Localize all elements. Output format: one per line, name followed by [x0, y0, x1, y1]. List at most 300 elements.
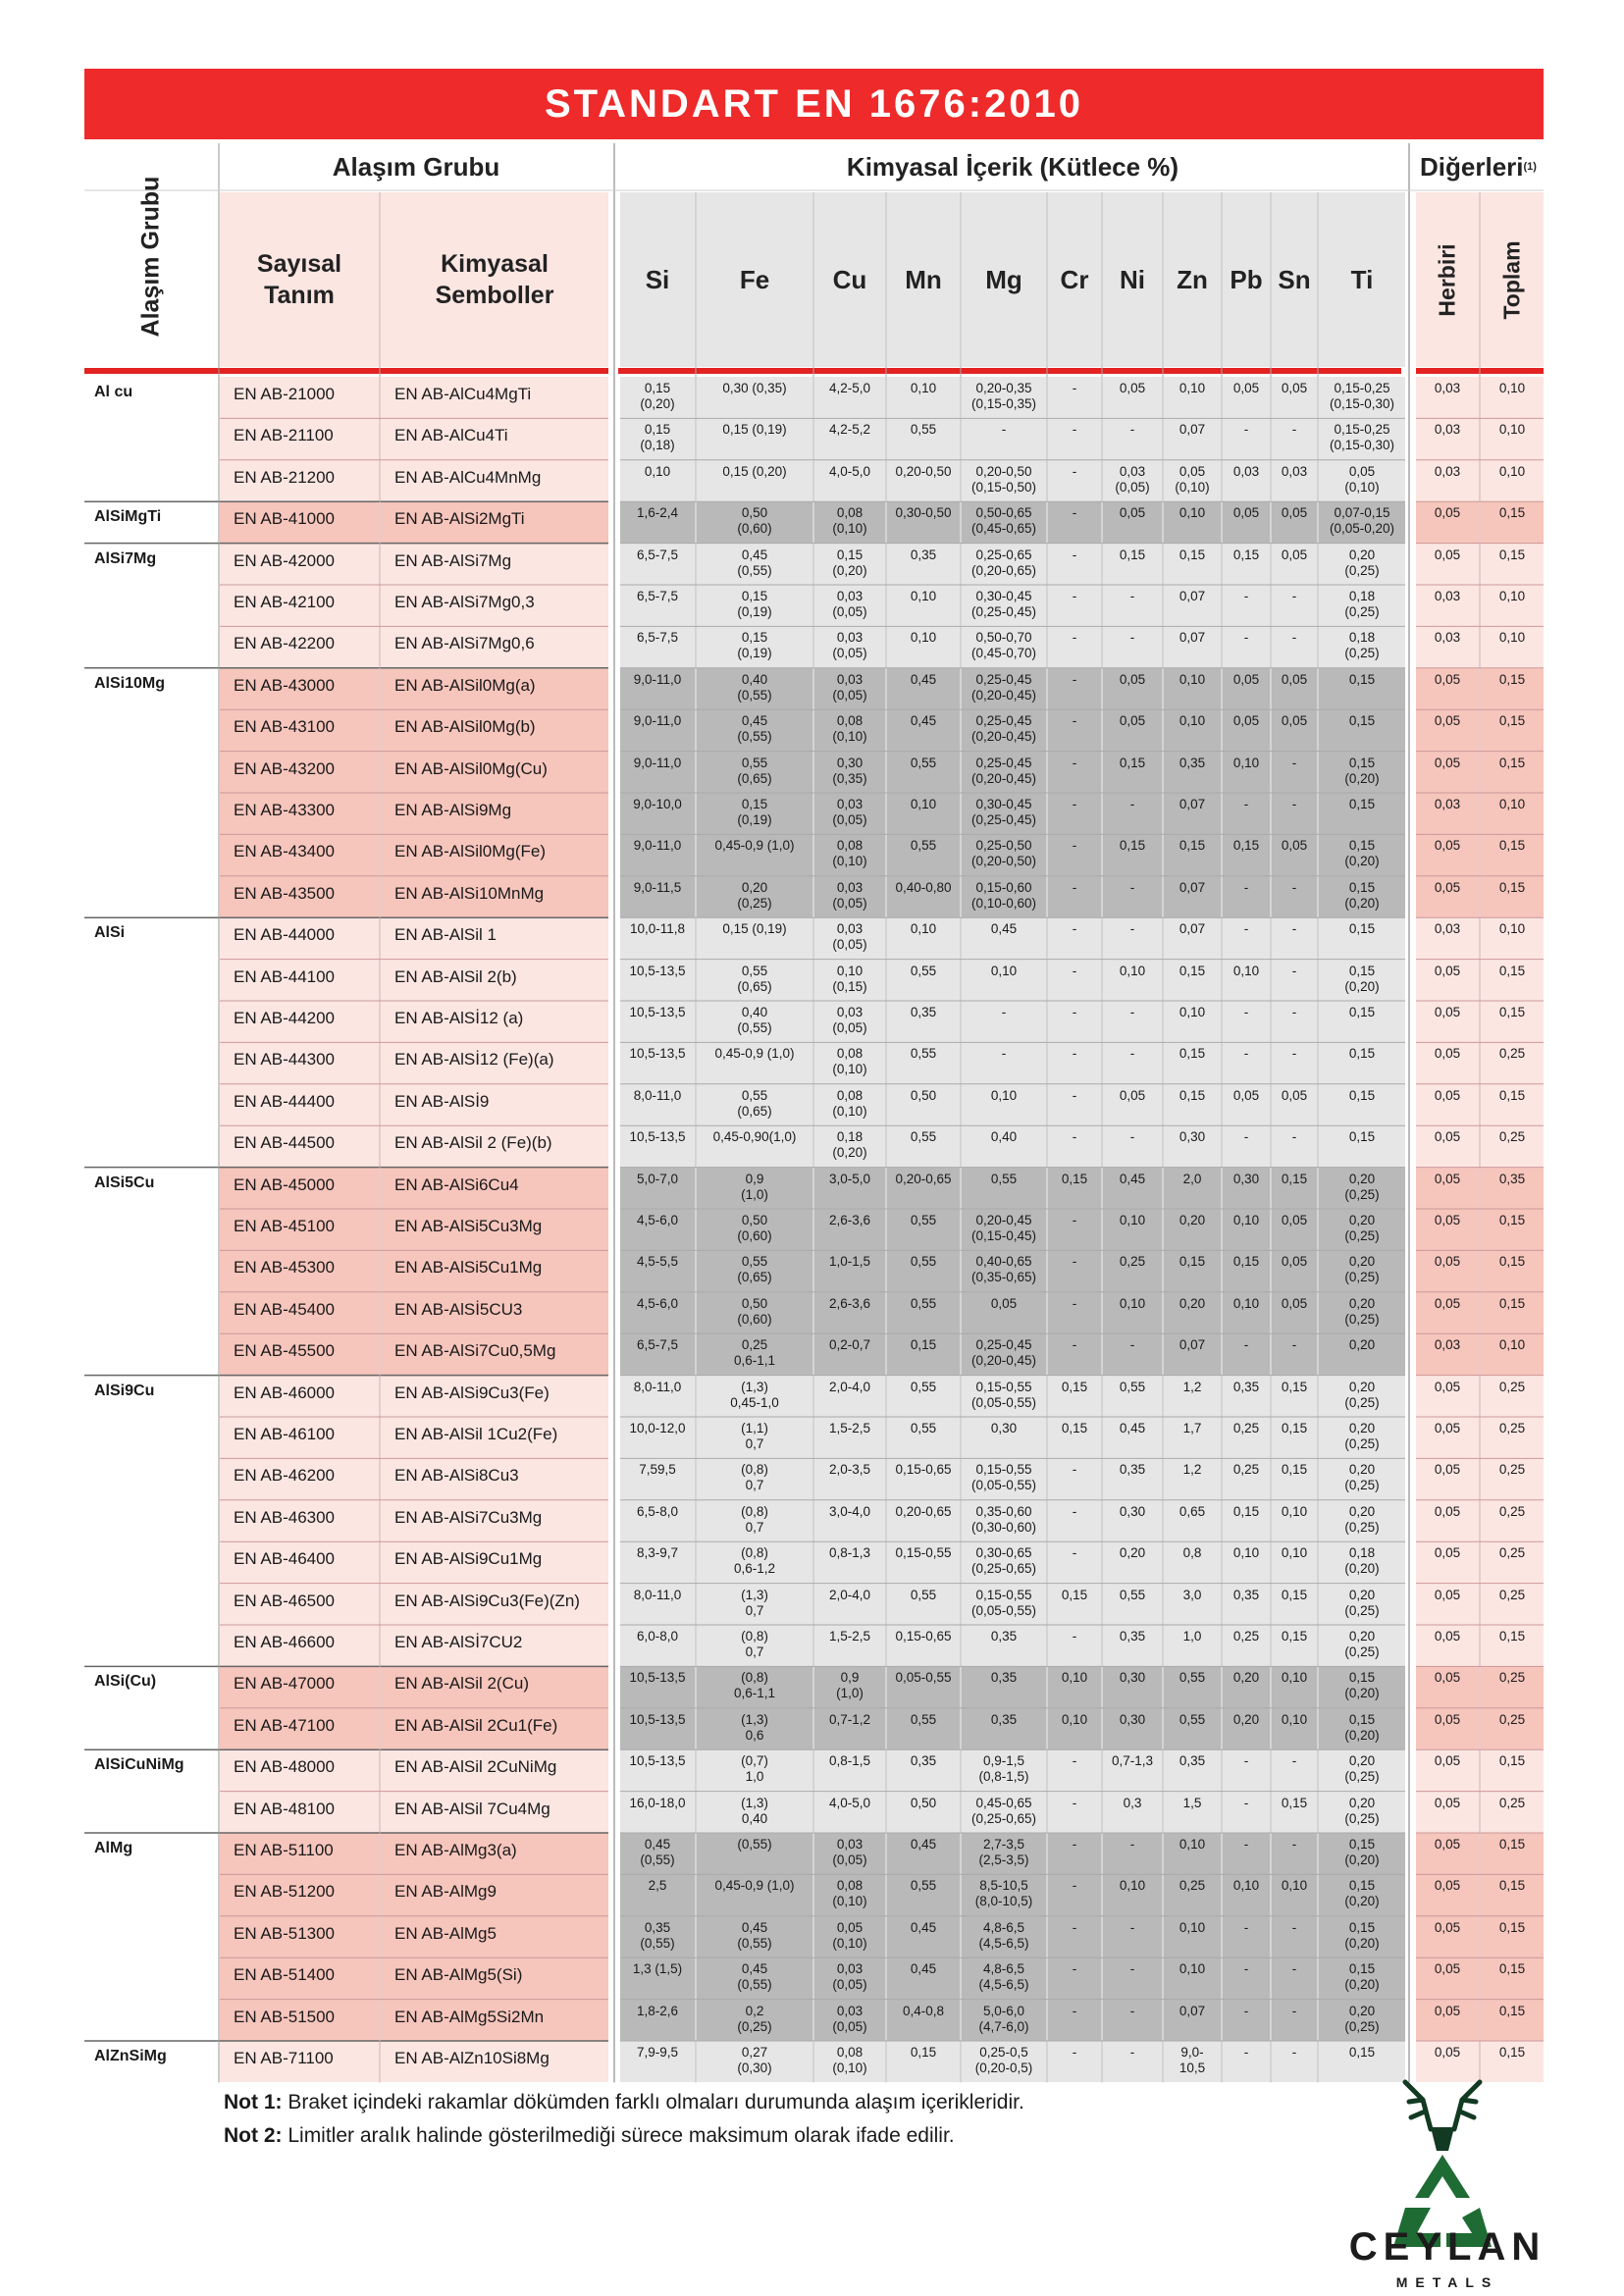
each-value: 0,05 [1416, 960, 1479, 1001]
element-value-zn: 1,0 [1164, 1625, 1221, 1666]
total-value: 0,15 [1481, 668, 1544, 709]
element-value-fe: 0,50 (0,60) [697, 1292, 812, 1333]
element-value-cr: - [1048, 1957, 1101, 1999]
element-value-ti: 0,15-0,25 (0,15-0,30) [1319, 418, 1405, 459]
element-value-fe: 0,15 (0,19) [697, 917, 812, 959]
element-value-ti: 0,20 (0,25) [1319, 1458, 1405, 1499]
element-value-cu: 2,0-4,0 [814, 1584, 885, 1625]
alloy-group-label: AlSi9Cu [94, 1382, 155, 1399]
element-value-sn: 0,05 [1272, 1209, 1317, 1250]
header-element-si: Si [620, 192, 695, 367]
element-value-zn: 1,2 [1164, 1376, 1221, 1417]
total-value: 0,15 [1481, 2041, 1544, 2082]
element-value-si: 10,5-13,5 [620, 1749, 695, 1791]
element-value-pb: 0,15 [1223, 1250, 1270, 1291]
total-value: 0,15 [1481, 1625, 1544, 1666]
header-element-mn: Mn [887, 192, 960, 367]
each-value: 0,05 [1416, 876, 1479, 917]
element-value-sn: - [1272, 793, 1317, 834]
element-value-zn: 0,10 [1164, 1833, 1221, 1874]
header-element-sn: Sn [1272, 192, 1317, 367]
element-value-ni: 0,03 (0,05) [1103, 460, 1162, 501]
element-value-zn: 0,15 [1164, 1250, 1221, 1291]
chemical-symbol: EN AB-AlSil 2(Cu) [381, 1666, 608, 1707]
brand-subtitle: METALS [1395, 2274, 1499, 2290]
element-value-cr: - [1048, 876, 1101, 917]
element-value-sn: - [1272, 1749, 1317, 1791]
element-value-ti: 0,07-0,15 (0,05-0,20) [1319, 501, 1405, 543]
header-element-mg: Mg [962, 192, 1046, 367]
element-value-ni: 0,05 [1103, 709, 1162, 751]
element-value-mg: 0,25-0,45 (0,20-0,45) [962, 709, 1046, 751]
element-value-fe: 0,45-0,9 (1,0) [697, 1042, 812, 1083]
element-value-mn: 0,35 [887, 1001, 960, 1042]
element-value-sn: 0,05 [1272, 377, 1317, 418]
element-value-sn: - [1272, 1333, 1317, 1375]
element-value-si: 9,0-11,0 [620, 834, 695, 875]
element-value-cr: - [1048, 793, 1101, 834]
element-value-mn: 0,40-0,80 [887, 876, 960, 917]
element-value-cu: 2,6-3,6 [814, 1209, 885, 1250]
element-value-cr: - [1048, 1916, 1101, 1957]
element-value-ni: 0,10 [1103, 960, 1162, 1001]
element-value-cr: - [1048, 1541, 1101, 1583]
element-value-cu: 0,08 (0,10) [814, 1084, 885, 1125]
element-value-zn: 0,10 [1164, 1957, 1221, 1999]
element-value-si: 4,5-6,0 [620, 1292, 695, 1333]
element-value-mn: 0,45 [887, 1957, 960, 1999]
element-value-mg: 0,25-0,5 (0,20-0,5) [962, 2041, 1046, 2082]
element-value-mn: 0,10 [887, 377, 960, 418]
numeric-designation: EN AB-44100 [220, 960, 379, 1001]
total-value: 0,15 [1481, 960, 1544, 1001]
element-value-sn: 0,15 [1272, 1376, 1317, 1417]
element-value-pb: - [1223, 917, 1270, 959]
element-value-si: 4,5-6,0 [620, 1209, 695, 1250]
element-value-fe: 0,20 (0,25) [697, 876, 812, 917]
element-value-ti: 0,20 (0,25) [1319, 1417, 1405, 1458]
each-value: 0,05 [1416, 1916, 1479, 1957]
element-value-pb: - [1223, 2000, 1270, 2041]
element-value-pb: 0,10 [1223, 1874, 1270, 1915]
element-value-sn: 0,10 [1272, 1500, 1317, 1541]
element-value-cu: 4,0-5,0 [814, 1792, 885, 1833]
numeric-designation: EN AB-44000 [220, 917, 379, 959]
element-value-ti: 0,20 (0,25) [1319, 2000, 1405, 2041]
each-value: 0,05 [1416, 1957, 1479, 1999]
element-value-cr: - [1048, 1125, 1101, 1167]
element-value-pb: 0,20 [1223, 1708, 1270, 1749]
each-value: 0,05 [1416, 834, 1479, 875]
element-value-ni: - [1103, 1333, 1162, 1375]
element-value-sn: 0,05 [1272, 834, 1317, 875]
each-value: 0,05 [1416, 1209, 1479, 1250]
element-value-cr: - [1048, 2000, 1101, 2041]
chemical-symbol: EN AB-AlSi2MgTi [381, 501, 608, 543]
element-value-cu: 0,08 (0,10) [814, 1042, 885, 1083]
element-value-mn: 0,55 [887, 1584, 960, 1625]
element-value-mg: 0,30-0,45 (0,25-0,45) [962, 793, 1046, 834]
element-value-zn: 0,07 [1164, 2000, 1221, 2041]
element-value-fe: 0,2 (0,25) [697, 2000, 812, 2041]
numeric-designation: EN AB-43100 [220, 709, 379, 751]
element-value-sn: - [1272, 960, 1317, 1001]
element-value-sn: - [1272, 2000, 1317, 2041]
total-value: 0,15 [1481, 752, 1544, 793]
total-value: 0,15 [1481, 1292, 1544, 1333]
element-value-mg: 0,20-0,45 (0,15-0,45) [962, 1209, 1046, 1250]
element-value-si: 10,5-13,5 [620, 1708, 695, 1749]
element-value-cu: 0,9 (1,0) [814, 1666, 885, 1707]
chemical-symbol: EN AB-AlSil0Mg(Fe) [381, 834, 608, 875]
element-value-cu: 0,15 (0,20) [814, 544, 885, 585]
element-value-fe: (1,3) 0,40 [697, 1792, 812, 1833]
element-value-cu: 0,2-0,7 [814, 1333, 885, 1375]
each-value: 0,05 [1416, 501, 1479, 543]
header-element-cr: Cr [1048, 192, 1101, 367]
element-value-sn: 0,05 [1272, 501, 1317, 543]
chemical-symbol: EN AB-AlSil 1 [381, 917, 608, 959]
element-value-mn: 0,55 [887, 1042, 960, 1083]
header-toplam: Toplam [1481, 192, 1544, 367]
element-value-ni: - [1103, 626, 1162, 667]
element-value-mn: 0,10 [887, 585, 960, 626]
element-value-pb: 0,35 [1223, 1584, 1270, 1625]
element-value-pb: - [1223, 1833, 1270, 1874]
element-value-cr: - [1048, 418, 1101, 459]
element-value-ni: - [1103, 2041, 1162, 2082]
element-value-si: 10,0-12,0 [620, 1417, 695, 1458]
element-value-ti: 0,20 (0,25) [1319, 1250, 1405, 1291]
element-value-sn: 0,05 [1272, 1250, 1317, 1291]
chemical-symbol: EN AB-AlSİ9 [381, 1084, 608, 1125]
element-value-cu: 0,08 (0,10) [814, 501, 885, 543]
element-value-pb: 0,15 [1223, 544, 1270, 585]
element-value-pb: 0,05 [1223, 1084, 1270, 1125]
element-value-si: 8,0-11,0 [620, 1584, 695, 1625]
element-value-mn: 0,55 [887, 1376, 960, 1417]
element-value-pb: - [1223, 1749, 1270, 1791]
total-value: 0,15 [1481, 2000, 1544, 2041]
element-value-zn: 0,10 [1164, 377, 1221, 418]
element-value-ti: 0,15 (0,20) [1319, 1708, 1405, 1749]
element-value-zn: 0,8 [1164, 1541, 1221, 1583]
total-value: 0,25 [1481, 1541, 1544, 1583]
element-value-sn: 0,03 [1272, 460, 1317, 501]
element-value-ni: 0,15 [1103, 834, 1162, 875]
element-value-mg: - [962, 1042, 1046, 1083]
element-value-cr: - [1048, 1042, 1101, 1083]
element-value-zn: 0,07 [1164, 418, 1221, 459]
header-element-ni: Ni [1103, 192, 1162, 367]
element-value-fe: 0,55 (0,65) [697, 960, 812, 1001]
element-value-mg: 0,55 [962, 1168, 1046, 1209]
element-value-si: 10,5-13,5 [620, 1001, 695, 1042]
element-value-cu: 0,03 (0,05) [814, 917, 885, 959]
element-value-mg: 0,40 [962, 1125, 1046, 1167]
numeric-designation: EN AB-48100 [220, 1792, 379, 1833]
element-value-sn: - [1272, 418, 1317, 459]
total-value: 0,25 [1481, 1584, 1544, 1625]
chemical-symbol: EN AB-AlMg5Si2Mn [381, 2000, 608, 2041]
element-value-cr: - [1048, 1625, 1101, 1666]
element-value-cr: - [1048, 1792, 1101, 1833]
each-value: 0,03 [1416, 1333, 1479, 1375]
element-value-si: 6,5-7,5 [620, 626, 695, 667]
element-value-fe: 0,50 (0,60) [697, 501, 812, 543]
element-value-si: 10,5-13,5 [620, 1125, 695, 1167]
element-value-cu: 0,7-1,2 [814, 1708, 885, 1749]
each-value: 0,05 [1416, 1001, 1479, 1042]
element-value-cr: - [1048, 1209, 1101, 1250]
total-value: 0,10 [1481, 377, 1544, 418]
element-value-mg: 0,50-0,70 (0,45-0,70) [962, 626, 1046, 667]
chemical-symbol: EN AB-AlSi5Cu3Mg [381, 1209, 608, 1250]
element-value-mg: 0,15-0,55 (0,05-0,55) [962, 1584, 1046, 1625]
chemical-symbol: EN AB-AlSi9Cu1Mg [381, 1541, 608, 1583]
total-value: 0,25 [1481, 1792, 1544, 1833]
total-value: 0,15 [1481, 834, 1544, 875]
element-value-cu: 0,03 (0,05) [814, 876, 885, 917]
total-value: 0,35 [1481, 1168, 1544, 1209]
element-value-ti: 0,20 (0,25) [1319, 544, 1405, 585]
element-value-cu: 0,18 (0,20) [814, 1125, 885, 1167]
element-value-ti: 0,15 [1319, 1125, 1405, 1167]
element-value-mg: 0,50-0,65 (0,45-0,65) [962, 501, 1046, 543]
each-value: 0,05 [1416, 1666, 1479, 1707]
element-value-ni: - [1103, 1833, 1162, 1874]
element-value-cr: - [1048, 834, 1101, 875]
alloy-group-label: AlMg [94, 1840, 133, 1856]
element-value-si: 4,5-5,5 [620, 1250, 695, 1291]
header-herbiri: Herbiri [1416, 192, 1479, 367]
element-value-sn: - [1272, 1916, 1317, 1957]
numeric-designation: EN AB-43400 [220, 834, 379, 875]
element-value-si: 5,0-7,0 [620, 1168, 695, 1209]
element-value-cr: - [1048, 585, 1101, 626]
total-value: 0,15 [1481, 709, 1544, 751]
numeric-designation: EN AB-21000 [220, 377, 379, 418]
element-value-si: 10,0-11,8 [620, 917, 695, 959]
each-value: 0,03 [1416, 418, 1479, 459]
chemical-symbol: EN AB-AlSİ5CU3 [381, 1292, 608, 1333]
element-value-sn: 0,15 [1272, 1458, 1317, 1499]
total-value: 0,25 [1481, 1417, 1544, 1458]
each-value: 0,05 [1416, 1541, 1479, 1583]
numeric-designation: EN AB-43500 [220, 876, 379, 917]
element-value-zn: 0,07 [1164, 585, 1221, 626]
element-value-fe: (0,8) 0,6-1,2 [697, 1541, 812, 1583]
header-kimyasal-icerik: Kimyasal İçerik (Kütlece %) [846, 151, 1179, 182]
element-value-mn: 0,30-0,50 [887, 501, 960, 543]
element-value-si: 9,0-11,0 [620, 668, 695, 709]
element-value-cu: 0,8-1,3 [814, 1541, 885, 1583]
numeric-designation: EN AB-46100 [220, 1417, 379, 1458]
total-value: 0,15 [1481, 1001, 1544, 1042]
element-value-pb: 0,05 [1223, 709, 1270, 751]
element-value-fe: 0,25 0,6-1,1 [697, 1333, 812, 1375]
element-value-zn: 9,0- 10,5 [1164, 2041, 1221, 2082]
element-value-mg: 4,8-6,5 (4,5-6,5) [962, 1957, 1046, 1999]
element-value-si: 2,5 [620, 1874, 695, 1915]
element-value-cr: - [1048, 960, 1101, 1001]
element-value-ni: - [1103, 793, 1162, 834]
chemical-symbol: EN AB-AlCu4MgTi [381, 377, 608, 418]
element-value-zn: 0,05 (0,10) [1164, 460, 1221, 501]
element-value-cu: 0,03 (0,05) [814, 585, 885, 626]
element-value-si: 10,5-13,5 [620, 1042, 695, 1083]
element-value-mg: - [962, 418, 1046, 459]
element-value-mg: - [962, 1001, 1046, 1042]
element-value-sn: - [1272, 1001, 1317, 1042]
total-value: 0,25 [1481, 1458, 1544, 1499]
element-value-pb: 0,10 [1223, 1541, 1270, 1583]
total-value: 0,25 [1481, 1708, 1544, 1749]
element-value-mg: 0,35-0,60 (0,30-0,60) [962, 1500, 1046, 1541]
element-value-mg: 0,05 [962, 1292, 1046, 1333]
element-value-cr: 0,15 [1048, 1417, 1101, 1458]
element-value-mg: 0,45-0,65 (0,25-0,65) [962, 1792, 1046, 1833]
each-value: 0,05 [1416, 1749, 1479, 1791]
numeric-designation: EN AB-42000 [220, 544, 379, 585]
element-value-ni: 0,55 [1103, 1376, 1162, 1417]
chemical-symbol: EN AB-AlSil0Mg(a) [381, 668, 608, 709]
element-value-pb: 0,05 [1223, 501, 1270, 543]
each-value: 0,05 [1416, 1125, 1479, 1167]
element-value-cu: 2,6-3,6 [814, 1292, 885, 1333]
numeric-designation: EN AB-42100 [220, 585, 379, 626]
numeric-designation: EN AB-51200 [220, 1874, 379, 1915]
each-value: 0,05 [1416, 1458, 1479, 1499]
element-value-mn: 0,05-0,55 [887, 1666, 960, 1707]
element-value-ti: 0,15 (0,20) [1319, 1874, 1405, 1915]
element-value-si: 0,15 (0,20) [620, 377, 695, 418]
total-value: 0,25 [1481, 1125, 1544, 1167]
each-value: 0,03 [1416, 626, 1479, 667]
chemical-symbol: EN AB-AlMg9 [381, 1874, 608, 1915]
header-element-pb: Pb [1223, 192, 1270, 367]
element-value-sn: 0,10 [1272, 1874, 1317, 1915]
element-value-cu: 0,08 (0,10) [814, 2041, 885, 2082]
numeric-designation: EN AB-51100 [220, 1833, 379, 1874]
element-value-ti: 0,15 [1319, 1084, 1405, 1125]
element-value-cu: 1,5-2,5 [814, 1625, 885, 1666]
element-value-cu: 0,03 (0,05) [814, 1833, 885, 1874]
element-value-ni: 0,3 [1103, 1792, 1162, 1833]
element-value-mn: 0,55 [887, 960, 960, 1001]
total-value: 0,10 [1481, 793, 1544, 834]
element-value-ni: 0,7-1,3 [1103, 1749, 1162, 1791]
element-value-ti: 0,15 (0,20) [1319, 960, 1405, 1001]
element-value-mg: 0,10 [962, 1084, 1046, 1125]
alloy-group-label: AlSi7Mg [94, 549, 157, 567]
header-element-zn: Zn [1164, 192, 1221, 367]
element-value-cu: 0,8-1,5 [814, 1749, 885, 1791]
element-value-sn: 0,10 [1272, 1666, 1317, 1707]
element-value-mn: 0,55 [887, 1874, 960, 1915]
element-value-cr: - [1048, 377, 1101, 418]
element-value-cu: 0,03 (0,05) [814, 2000, 885, 2041]
element-value-pb: 0,10 [1223, 752, 1270, 793]
element-value-ti: 0,15 [1319, 2041, 1405, 2082]
element-value-sn: 0,15 [1272, 1792, 1317, 1833]
element-value-cr: - [1048, 1292, 1101, 1333]
element-value-fe: 0,55 (0,65) [697, 1084, 812, 1125]
element-value-cu: 0,30 (0,35) [814, 752, 885, 793]
element-value-pb: - [1223, 1957, 1270, 1999]
element-value-mg: 0,30-0,45 (0,25-0,45) [962, 585, 1046, 626]
element-value-cu: 0,03 (0,05) [814, 626, 885, 667]
element-value-si: 8,3-9,7 [620, 1541, 695, 1583]
element-value-cr: - [1048, 917, 1101, 959]
numeric-designation: EN AB-21200 [220, 460, 379, 501]
total-value: 0,25 [1481, 1376, 1544, 1417]
element-value-sn: 0,15 [1272, 1584, 1317, 1625]
element-value-ti: 0,05 (0,10) [1319, 460, 1405, 501]
element-value-mn: 0,20-0,65 [887, 1168, 960, 1209]
element-value-ti: 0,15 (0,20) [1319, 1957, 1405, 1999]
element-value-mg: 0,15-0,55 (0,05-0,55) [962, 1458, 1046, 1499]
element-value-si: 0,10 [620, 460, 695, 501]
each-value: 0,05 [1416, 1376, 1479, 1417]
numeric-designation: EN AB-44200 [220, 1001, 379, 1042]
header-rule-right [1416, 368, 1544, 374]
numeric-designation: EN AB-45400 [220, 1292, 379, 1333]
chemical-symbol: EN AB-AlSi9Cu3(Fe) [381, 1376, 608, 1417]
note-1: Not 1: Braket içindeki rakamlar dökümden farklı olmaları durumunda alaşım içerikleridir. [224, 2091, 1024, 2113]
element-value-sn: 0,05 [1272, 668, 1317, 709]
element-value-ni: - [1103, 917, 1162, 959]
numeric-designation: EN AB-45100 [220, 1209, 379, 1250]
each-value: 0,05 [1416, 1250, 1479, 1291]
element-value-mn: 0,20-0,50 [887, 460, 960, 501]
element-value-fe: (1,3) 0,6 [697, 1708, 812, 1749]
element-value-zn: 0,55 [1164, 1666, 1221, 1707]
element-value-fe: (0,8) 0,6-1,1 [697, 1666, 812, 1707]
element-value-mn: 0,45 [887, 1833, 960, 1874]
numeric-designation: EN AB-46400 [220, 1541, 379, 1583]
element-value-sn: - [1272, 2041, 1317, 2082]
element-value-cr: - [1048, 1749, 1101, 1791]
element-value-si: 7,9-9,5 [620, 2041, 695, 2082]
element-value-cr: - [1048, 1458, 1101, 1499]
element-value-pb: 0,05 [1223, 377, 1270, 418]
header-rule-middle [618, 368, 1401, 374]
element-value-ni: - [1103, 1001, 1162, 1042]
element-value-mn: 0,50 [887, 1084, 960, 1125]
element-value-pb: - [1223, 876, 1270, 917]
element-value-zn: 0,07 [1164, 917, 1221, 959]
element-value-zn: 0,07 [1164, 793, 1221, 834]
element-value-mn: 0,55 [887, 834, 960, 875]
total-value: 0,15 [1481, 501, 1544, 543]
element-value-sn: 0,05 [1272, 1084, 1317, 1125]
element-value-fe: (1,1) 0,7 [697, 1417, 812, 1458]
chemical-symbol: EN AB-AlCu4MnMg [381, 460, 608, 501]
element-value-si: 6,5-7,5 [620, 1333, 695, 1375]
element-value-ni: 0,25 [1103, 1250, 1162, 1291]
element-value-zn: 2,0 [1164, 1168, 1221, 1209]
element-value-mg: 8,5-10,5 (8,0-10,5) [962, 1874, 1046, 1915]
element-value-ni: - [1103, 876, 1162, 917]
each-value: 0,05 [1416, 1792, 1479, 1833]
element-value-si: 16,0-18,0 [620, 1792, 695, 1833]
element-value-mn: 0,35 [887, 1749, 960, 1791]
element-value-pb: - [1223, 1042, 1270, 1083]
total-value: 0,15 [1481, 1957, 1544, 1999]
each-value: 0,05 [1416, 709, 1479, 751]
element-value-ti: 0,15 (0,20) [1319, 1916, 1405, 1957]
